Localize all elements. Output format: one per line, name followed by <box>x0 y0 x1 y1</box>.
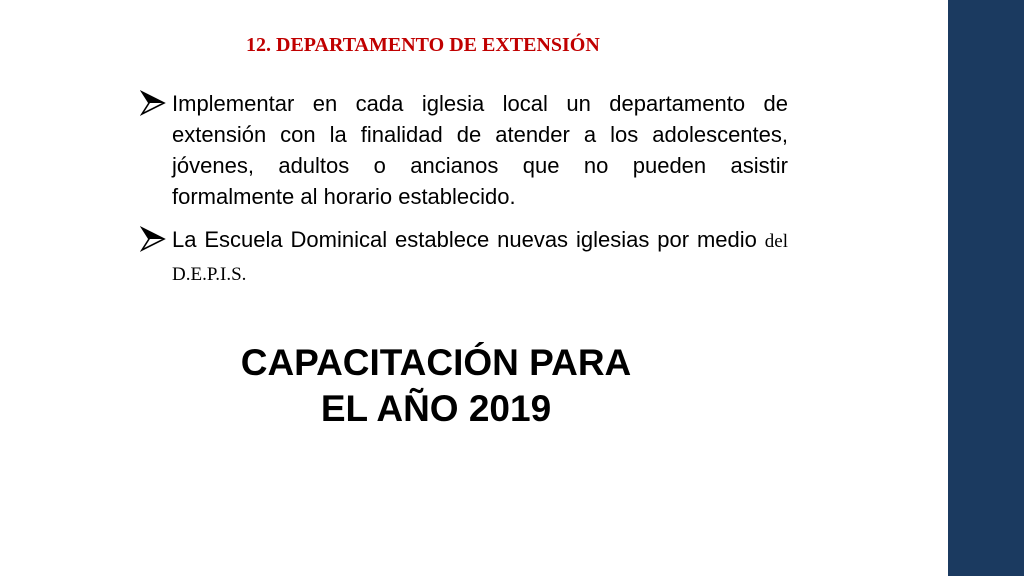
highlight-line-1: CAPACITACIÓN PARA <box>240 342 632 383</box>
bullet-item <box>140 88 788 212</box>
bullet-list <box>140 88 788 302</box>
slide-title: 12. DEPARTAMENTO DE EXTENSIÓN <box>246 34 600 56</box>
bullet-item <box>140 224 788 290</box>
highlight-line-2: EL AÑO 2019 <box>320 388 552 429</box>
bullet-text-serif: del D.E.P.I.S. <box>172 231 788 285</box>
highlight-heading <box>196 340 676 432</box>
bullet-text-main: La Escuela Dominical establece nuevas iglesias por medio <box>172 227 765 252</box>
bullet-text <box>172 224 788 290</box>
decorative-side-bar <box>948 0 1024 576</box>
bullet-text: Implementar en cada iglesia local un departamento de extensión con la finalidad de atender a los adolescentes, jóvenes, adultos o ancianos que no pueden asistir formalmente al horario establecido. <box>172 91 788 209</box>
arrow-bullet-icon <box>140 224 168 254</box>
arrow-bullet-icon <box>140 88 168 118</box>
